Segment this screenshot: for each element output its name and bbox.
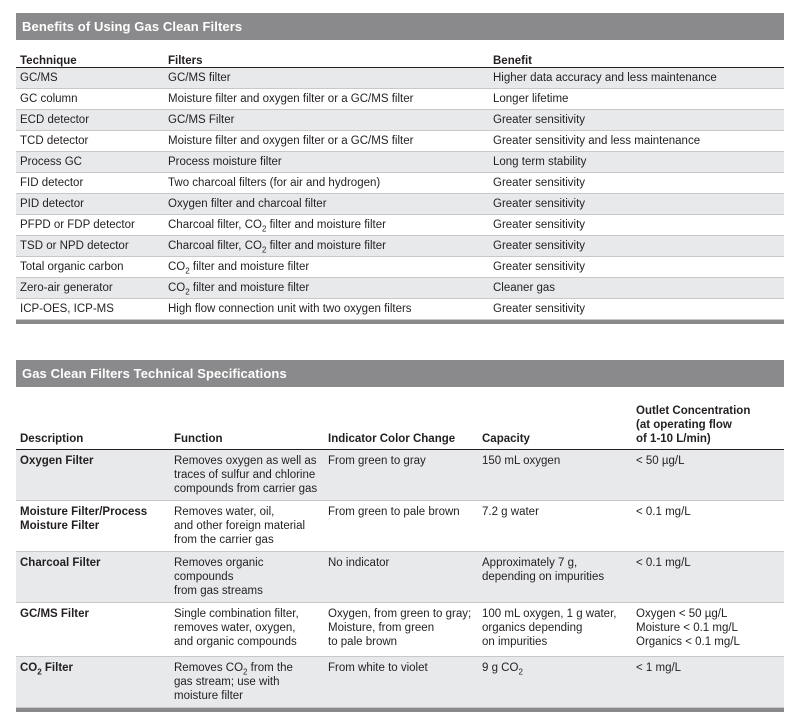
cell-indicator: From green to pale brown bbox=[324, 500, 478, 551]
cell-filters: $CO_2$ filter and moisture filter bbox=[164, 256, 489, 277]
cell-technique: PFPD or FDP detector bbox=[16, 214, 164, 235]
cell-technique: FID detector bbox=[16, 172, 164, 193]
cell-benefit: Greater sensitivity bbox=[489, 235, 784, 256]
cell-outlet: Oxygen < 50 µg/L Moisture < 0.1 mg/L Organics < 0.1 mg/L bbox=[632, 602, 784, 656]
cell-indicator: Oxygen, from green to gray; Moisture, from green to pale brown bbox=[324, 602, 478, 656]
cell-indicator: From white to violet bbox=[324, 656, 478, 707]
cell-technique: Zero-air generator bbox=[16, 277, 164, 298]
table-row bbox=[16, 235, 784, 256]
cell-capacity: Approximately 7 g, depending on impurities bbox=[478, 551, 632, 602]
cell-filters: Moisture filter and oxygen filter or a GC/MS filter bbox=[164, 130, 489, 151]
table-row bbox=[16, 298, 784, 319]
table-row bbox=[16, 656, 784, 707]
cell-function: Removes organic compounds from gas streams bbox=[170, 551, 324, 602]
table-row bbox=[16, 109, 784, 130]
cell-benefit: Greater sensitivity and less maintenance bbox=[489, 130, 784, 151]
cell-technique: GC column bbox=[16, 88, 164, 109]
cell-indicator: From green to gray bbox=[324, 449, 478, 500]
benefits-section bbox=[16, 13, 784, 324]
cell-filters: Oxygen filter and charcoal filter bbox=[164, 193, 489, 214]
cell-benefit: Greater sensitivity bbox=[489, 172, 784, 193]
cell-function: Removes water, oil, and other foreign material from the carrier gas bbox=[170, 500, 324, 551]
cell-benefit: Longer lifetime bbox=[489, 88, 784, 109]
cell-capacity: 7.2 g water bbox=[478, 500, 632, 551]
cell-benefit: Long term stability bbox=[489, 151, 784, 172]
cell-description: Moisture Filter/Process Moisture Filter bbox=[16, 500, 170, 551]
header-description: Description bbox=[16, 387, 170, 449]
benefits-title: Benefits of Using Gas Clean Filters bbox=[16, 13, 784, 40]
cell-description: Oxygen Filter bbox=[16, 449, 170, 500]
table-row bbox=[16, 256, 784, 277]
cell-technique: TCD detector bbox=[16, 130, 164, 151]
table-row bbox=[16, 88, 784, 109]
table-row bbox=[16, 214, 784, 235]
table-row bbox=[16, 277, 784, 298]
cell-filters: Two charcoal filters (for air and hydrogen) bbox=[164, 172, 489, 193]
cell-benefit: Higher data accuracy and less maintenance bbox=[489, 67, 784, 88]
cell-function: Removes oxygen as well as traces of sulfur and chlorine compounds from carrier gas bbox=[170, 449, 324, 500]
cell-technique: PID detector bbox=[16, 193, 164, 214]
table-row bbox=[16, 193, 784, 214]
header-capacity: Capacity bbox=[478, 387, 632, 449]
header-benefit: Benefit bbox=[489, 40, 784, 67]
cell-capacity: 9 g $CO_2$ bbox=[478, 656, 632, 707]
table-row bbox=[16, 67, 784, 88]
cell-technique: ICP-OES, ICP-MS bbox=[16, 298, 164, 319]
header-outlet-line: (at operating flow bbox=[636, 418, 732, 431]
cell-benefit: Greater sensitivity bbox=[489, 256, 784, 277]
cell-indicator: No indicator bbox=[324, 551, 478, 602]
cell-capacity: 150 mL oxygen bbox=[478, 449, 632, 500]
cell-description: Charcoal Filter bbox=[16, 551, 170, 602]
header-outlet-line: Outlet Concentration bbox=[636, 404, 751, 417]
specs-table bbox=[16, 387, 784, 708]
cell-technique: ECD detector bbox=[16, 109, 164, 130]
cell-function: Removes $CO_2$ from the gas stream; use with moisture filter bbox=[170, 656, 324, 707]
cell-outlet: < 50 µg/L bbox=[632, 449, 784, 500]
cell-description: GC/MS Filter bbox=[16, 602, 170, 656]
cell-description: $CO_2$ Filter bbox=[16, 656, 170, 707]
table-row bbox=[16, 151, 784, 172]
cell-filters: GC/MS Filter bbox=[164, 109, 489, 130]
cell-filters: $CO_2$ filter and moisture filter bbox=[164, 277, 489, 298]
cell-benefit: Greater sensitivity bbox=[489, 193, 784, 214]
header-outlet-line: of 1-10 L/min) bbox=[636, 432, 711, 445]
table-row bbox=[16, 602, 784, 656]
cell-outlet: < 0.1 mg/L bbox=[632, 500, 784, 551]
cell-benefit: Greater sensitivity bbox=[489, 109, 784, 130]
cell-technique: Process GC bbox=[16, 151, 164, 172]
cell-filters: Charcoal filter, $CO_2$ filter and moisture filter bbox=[164, 235, 489, 256]
table-row bbox=[16, 172, 784, 193]
cell-outlet: < 0.1 mg/L bbox=[632, 551, 784, 602]
cell-technique: GC/MS bbox=[16, 67, 164, 88]
specs-title: Gas Clean Filters Technical Specifications bbox=[16, 360, 784, 387]
cell-benefit: Cleaner gas bbox=[489, 277, 784, 298]
cell-filters: Process moisture filter bbox=[164, 151, 489, 172]
cell-filters: Moisture filter and oxygen filter or a GC/MS filter bbox=[164, 88, 489, 109]
cell-filters: Charcoal filter, $CO_2$ filter and moisture filter bbox=[164, 214, 489, 235]
cell-outlet: < 1 mg/L bbox=[632, 656, 784, 707]
benefits-table bbox=[16, 40, 784, 320]
header-function: Function bbox=[170, 387, 324, 449]
cell-technique: TSD or NPD detector bbox=[16, 235, 164, 256]
benefits-bottom-rule bbox=[16, 320, 784, 324]
header-filters: Filters bbox=[164, 40, 489, 67]
cell-filters: High flow connection unit with two oxygen filters bbox=[164, 298, 489, 319]
cell-benefit: Greater sensitivity bbox=[489, 298, 784, 319]
cell-benefit: Greater sensitivity bbox=[489, 214, 784, 235]
specs-section bbox=[16, 360, 784, 712]
table-row bbox=[16, 500, 784, 551]
header-technique: Technique bbox=[16, 40, 164, 67]
cell-filters: GC/MS filter bbox=[164, 67, 489, 88]
table-row bbox=[16, 551, 784, 602]
header-outlet bbox=[632, 387, 784, 449]
table-row bbox=[16, 449, 784, 500]
cell-technique: Total organic carbon bbox=[16, 256, 164, 277]
cell-capacity: 100 mL oxygen, 1 g water, organics depending on impurities bbox=[478, 602, 632, 656]
table-row bbox=[16, 130, 784, 151]
header-indicator: Indicator Color Change bbox=[324, 387, 478, 449]
cell-function: Single combination filter, removes water, oxygen, and organic compounds bbox=[170, 602, 324, 656]
